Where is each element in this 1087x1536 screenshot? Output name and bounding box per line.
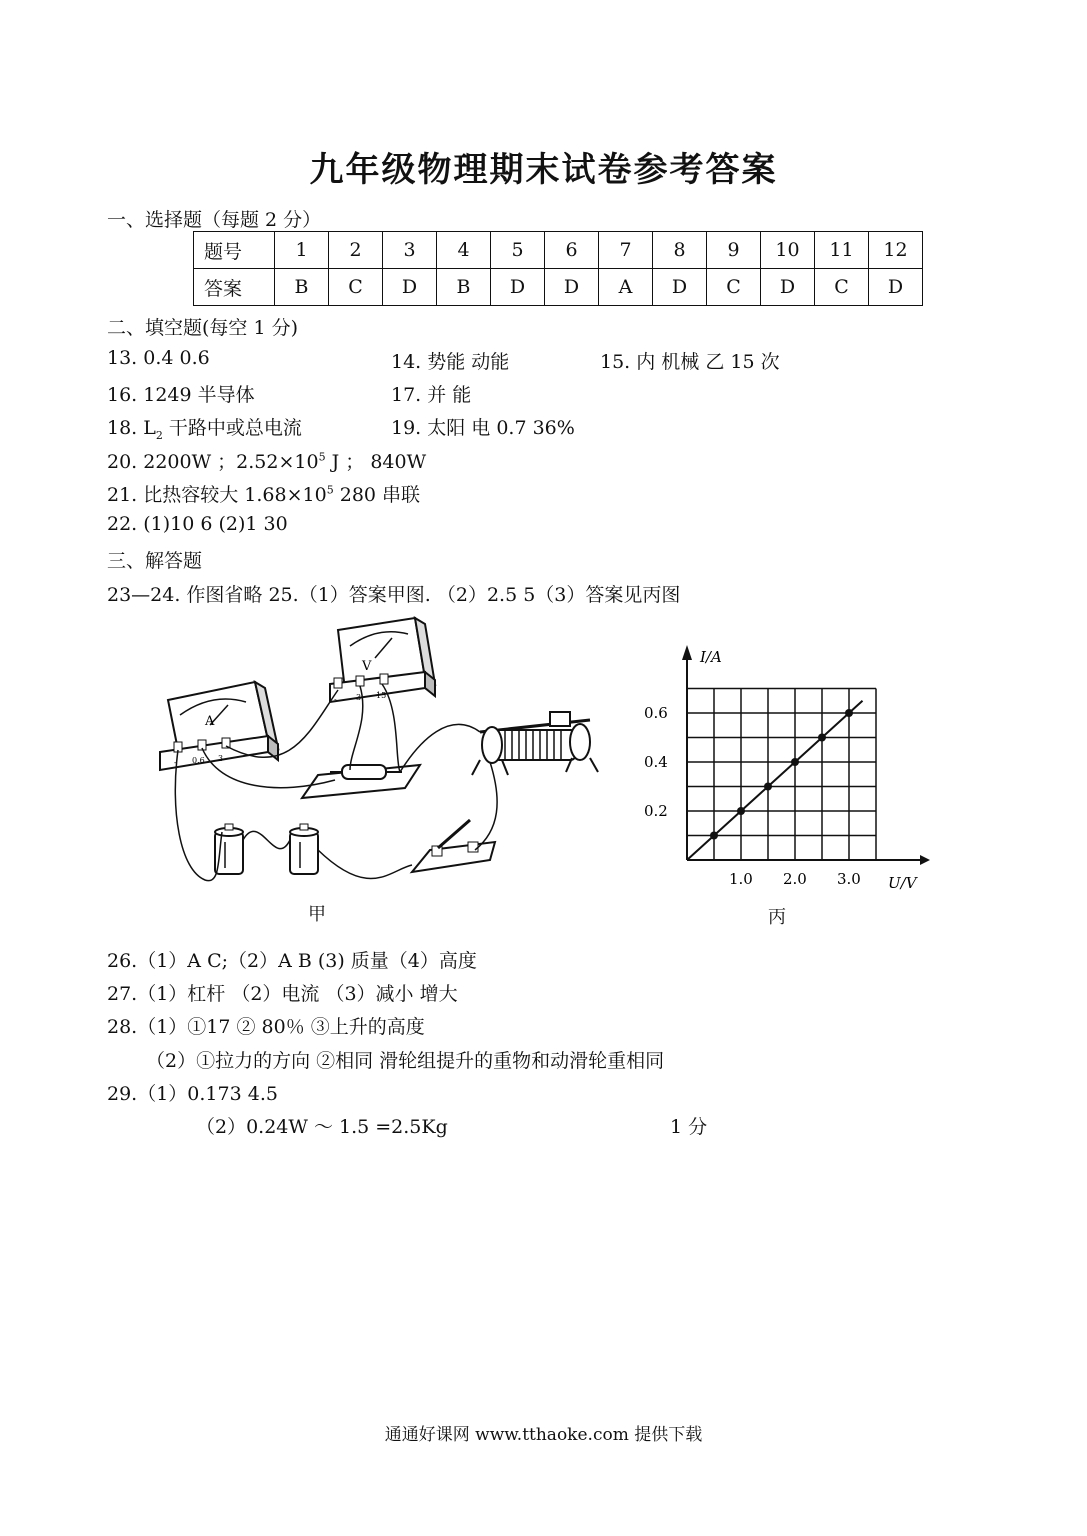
y-tick-label: 0.2 <box>644 802 668 820</box>
table-cell: 5 <box>491 232 545 269</box>
answer-q21-text: 21. 比热容较大 1.68×10 <box>107 484 327 506</box>
battery <box>290 824 318 874</box>
table-cell: D <box>869 269 923 306</box>
ammeter-terminal-label: 3 <box>218 754 224 763</box>
table-cell: 4 <box>437 232 491 269</box>
answer-q18-text: 18. L <box>107 417 156 439</box>
answer-q20-text: 20. 2200W ；2.52×10 <box>107 451 319 473</box>
table-cell: D <box>653 269 707 306</box>
answer-q29-part2: （2）0.24W ～ 1.5 =2.5Kg <box>196 1116 448 1138</box>
answer-q17: 17. 并 能 <box>391 384 472 406</box>
answer-q27: 27.（1）杠杆 （2）电流 （3）减小 增大 <box>107 983 458 1005</box>
ammeter-terminal-label: 0.6 <box>192 756 205 765</box>
answer-q16: 16. 1249 半导体 <box>107 384 255 406</box>
y-axis-label: I/A <box>700 648 722 666</box>
battery <box>215 824 243 874</box>
table-row-numbers <box>194 232 923 269</box>
table-cell: 7 <box>599 232 653 269</box>
answer-q20 <box>107 447 426 474</box>
x-axis-arrow-icon <box>920 855 930 865</box>
x-tick-label: 1.0 <box>729 870 753 888</box>
resistor <box>302 765 420 798</box>
answer-q21 <box>107 480 420 507</box>
data-point <box>818 734 826 742</box>
voltmeter-terminal-label: 15 <box>376 691 387 700</box>
table-cell: B <box>437 269 491 306</box>
table-cell: 9 <box>707 232 761 269</box>
answer-q21-exponent: 5 <box>326 483 334 497</box>
circuit-diagram <box>150 610 620 940</box>
page-title: 九年级物理期末试卷参考答案 <box>309 150 778 190</box>
section-solve-heading: 三、解答题 <box>107 550 203 572</box>
table-cell: 1 <box>275 232 329 269</box>
figure-caption-left: 甲 <box>308 904 326 925</box>
table-cell: D <box>545 269 599 306</box>
table-cell: C <box>815 269 869 306</box>
table-cell: 6 <box>545 232 599 269</box>
x-tick-label: 3.0 <box>837 870 861 888</box>
switch <box>412 820 495 872</box>
section-choice-heading: 一、选择题（每题 2 分） <box>107 209 322 231</box>
answer-q28-part1: 28.（1）①17 ② 80％ ③上升的高度 <box>107 1016 425 1038</box>
table-cell: D <box>761 269 815 306</box>
table-cell: 10 <box>761 232 815 269</box>
voltmeter-terminal-label: 3 <box>356 693 362 702</box>
data-point <box>737 807 745 815</box>
voltmeter-letter: V <box>362 659 372 674</box>
answer-q15: 15. 内 机械 乙 15 次 <box>600 351 780 373</box>
x-tick-label: 2.0 <box>783 870 807 888</box>
answer-q13: 13. 0.4 0.6 <box>107 347 210 369</box>
data-point <box>764 783 772 791</box>
table-header-cell: 题号 <box>194 232 275 269</box>
table-cell: C <box>707 269 761 306</box>
table-cell: A <box>599 269 653 306</box>
table-cell: D <box>491 269 545 306</box>
voltmeter-terminal-label: - <box>334 695 337 704</box>
answer-q14: 14. 势能 动能 <box>391 351 510 373</box>
answer-q26: 26.（1）A C;（2）A B (3) 质量（4）高度 <box>107 950 477 972</box>
answer-q29-score: 1 分 <box>670 1116 708 1138</box>
answer-q21-text-rest: 280 串联 <box>333 484 421 506</box>
figure-caption-right: 丙 <box>768 907 786 928</box>
data-point <box>845 709 853 717</box>
section-fill-heading: 二、填空题(每空 1 分) <box>107 317 298 339</box>
ammeter-letter: A <box>205 714 215 729</box>
data-point <box>710 832 718 840</box>
answer-q20-text-rest: J ； 840W <box>325 451 427 473</box>
answer-q18 <box>107 413 302 442</box>
x-axis-label: U/V <box>888 874 917 892</box>
answer-q18-text-rest: 干路中或总电流 <box>162 417 302 439</box>
y-axis-arrow-icon <box>682 645 692 660</box>
table-cell: 12 <box>869 232 923 269</box>
table-cell: 2 <box>329 232 383 269</box>
table-row-answers <box>194 269 923 306</box>
iu-chart <box>630 640 930 910</box>
table-cell: B <box>275 269 329 306</box>
answer-q19: 19. 太阳 电 0.7 36% <box>391 417 575 439</box>
table-cell: 11 <box>815 232 869 269</box>
y-tick-label: 0.4 <box>644 753 668 771</box>
answer-table <box>193 231 923 306</box>
table-cell: C <box>329 269 383 306</box>
voltmeter <box>330 618 435 704</box>
table-cell: 3 <box>383 232 437 269</box>
answer-q23-25: 23—24. 作图省略 25.（1）答案甲图. （2）2.5 5（3）答案见丙图 <box>107 584 681 606</box>
table-cell: D <box>383 269 437 306</box>
answer-q28-part2: （2）①拉力的方向 ②相同 滑轮组提升的重物和动滑轮重相同 <box>146 1050 665 1072</box>
footer-source: 通通好课网 www.tthaoke.com 提供下载 <box>384 1425 703 1445</box>
y-tick-label: 0.6 <box>644 704 668 722</box>
data-point <box>791 758 799 766</box>
answer-q20-exponent: 5 <box>318 450 326 464</box>
answer-q18-subscript: 2 <box>155 428 163 442</box>
table-header-cell: 答案 <box>194 269 275 306</box>
answer-q22: 22. (1)10 6 (2)1 30 <box>107 513 288 535</box>
ammeter-terminal-label: - <box>174 758 177 767</box>
answer-q29-part1: 29.（1）0.173 4.5 <box>107 1083 278 1105</box>
table-cell: 8 <box>653 232 707 269</box>
